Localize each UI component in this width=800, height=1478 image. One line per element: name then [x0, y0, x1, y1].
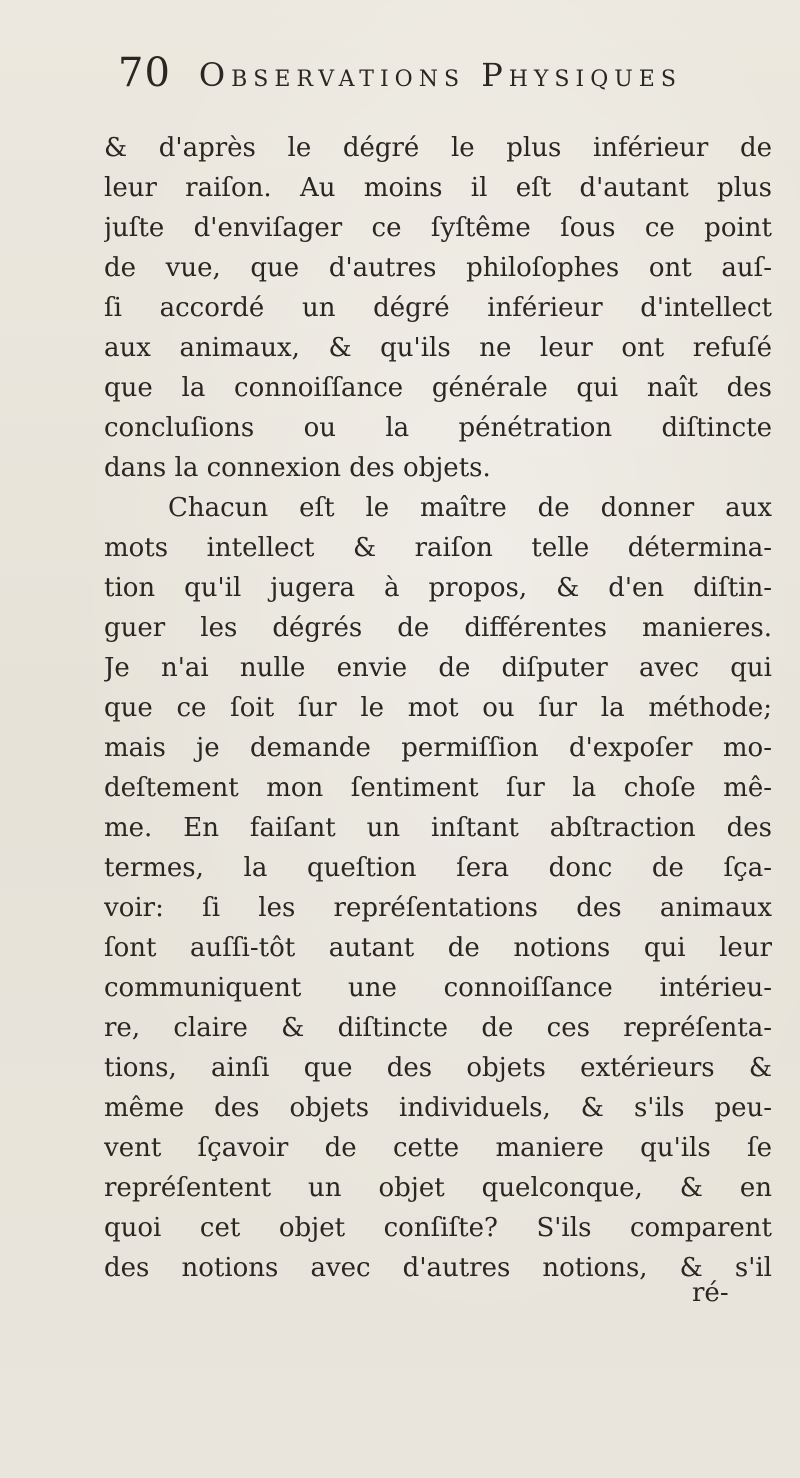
catchword: ré- [692, 1278, 729, 1308]
text-line: leur raiſon. Au moins il eſt d'autant plus [104, 173, 772, 203]
text-line: repréſentent un objet quelconque, & en [104, 1173, 772, 1203]
text-line: même des objets individuels, & s'ils peu- [104, 1093, 772, 1123]
text-line: guer les dégrés de différentes manieres. [104, 613, 772, 643]
page-number: 70 [118, 50, 171, 96]
text-line: quoi cet objet conſiſte? S'ils comparent [104, 1213, 772, 1243]
text-line: des notions avec d'autres notions, & s'il [104, 1253, 772, 1283]
text-line: mais je demande permiſſion d'expoſer mo- [104, 733, 772, 763]
text-line: vent ſçavoir de cette maniere qu'ils ſe [104, 1133, 772, 1163]
running-head: Observations Physiques [198, 56, 682, 94]
text-line: de vue, que d'autres philoſophes ont auſ- [104, 253, 772, 283]
text-line: voir: ſi les repréſentations des animaux [104, 893, 772, 923]
text-line: que ce ſoit ſur le mot ou ſur la méthode; [104, 693, 772, 723]
text-line: me. En faiſant un inſtant abſtraction des [104, 813, 772, 843]
text-line: mots intellect & raiſon telle détermina- [104, 533, 772, 563]
text-line: communiquent une connoiſſance intérieu- [104, 973, 772, 1003]
text-line: Chacun eſt le maître de donner aux [168, 493, 772, 523]
text-line: aux animaux, & qu'ils ne leur ont refuſé [104, 333, 772, 363]
text-line: termes, la queſtion ſera donc de ſça- [104, 853, 772, 883]
text-line: & d'après le dégré le plus inférieur de [104, 133, 772, 163]
text-line: ſi accordé un dégré inférieur d'intellect [104, 293, 772, 323]
text-line: tions, ainſi que des objets extérieurs & [104, 1053, 772, 1083]
text-line: tion qu'il jugera à propos, & d'en diſtin- [104, 573, 772, 603]
text-line: juſte d'enviſager ce ſyſtême ſous ce point [104, 213, 772, 243]
text-line: deſtement mon ſentiment ſur la choſe mê- [104, 773, 772, 803]
text-line: re, claire & diſtincte de ces repréſenta- [104, 1013, 772, 1043]
text-line: Je n'ai nulle envie de diſputer avec qui [104, 653, 772, 683]
text-line: dans la connexion des objets. [104, 453, 491, 483]
page-header [118, 50, 758, 100]
text-line: concluſions ou la pénétration diſtincte [104, 413, 772, 443]
text-line: ſont auſſi-tôt autant de notions qui leur [104, 933, 772, 963]
text-line: que la connoiſſance générale qui naît des [104, 373, 772, 403]
body-text [104, 128, 772, 1288]
